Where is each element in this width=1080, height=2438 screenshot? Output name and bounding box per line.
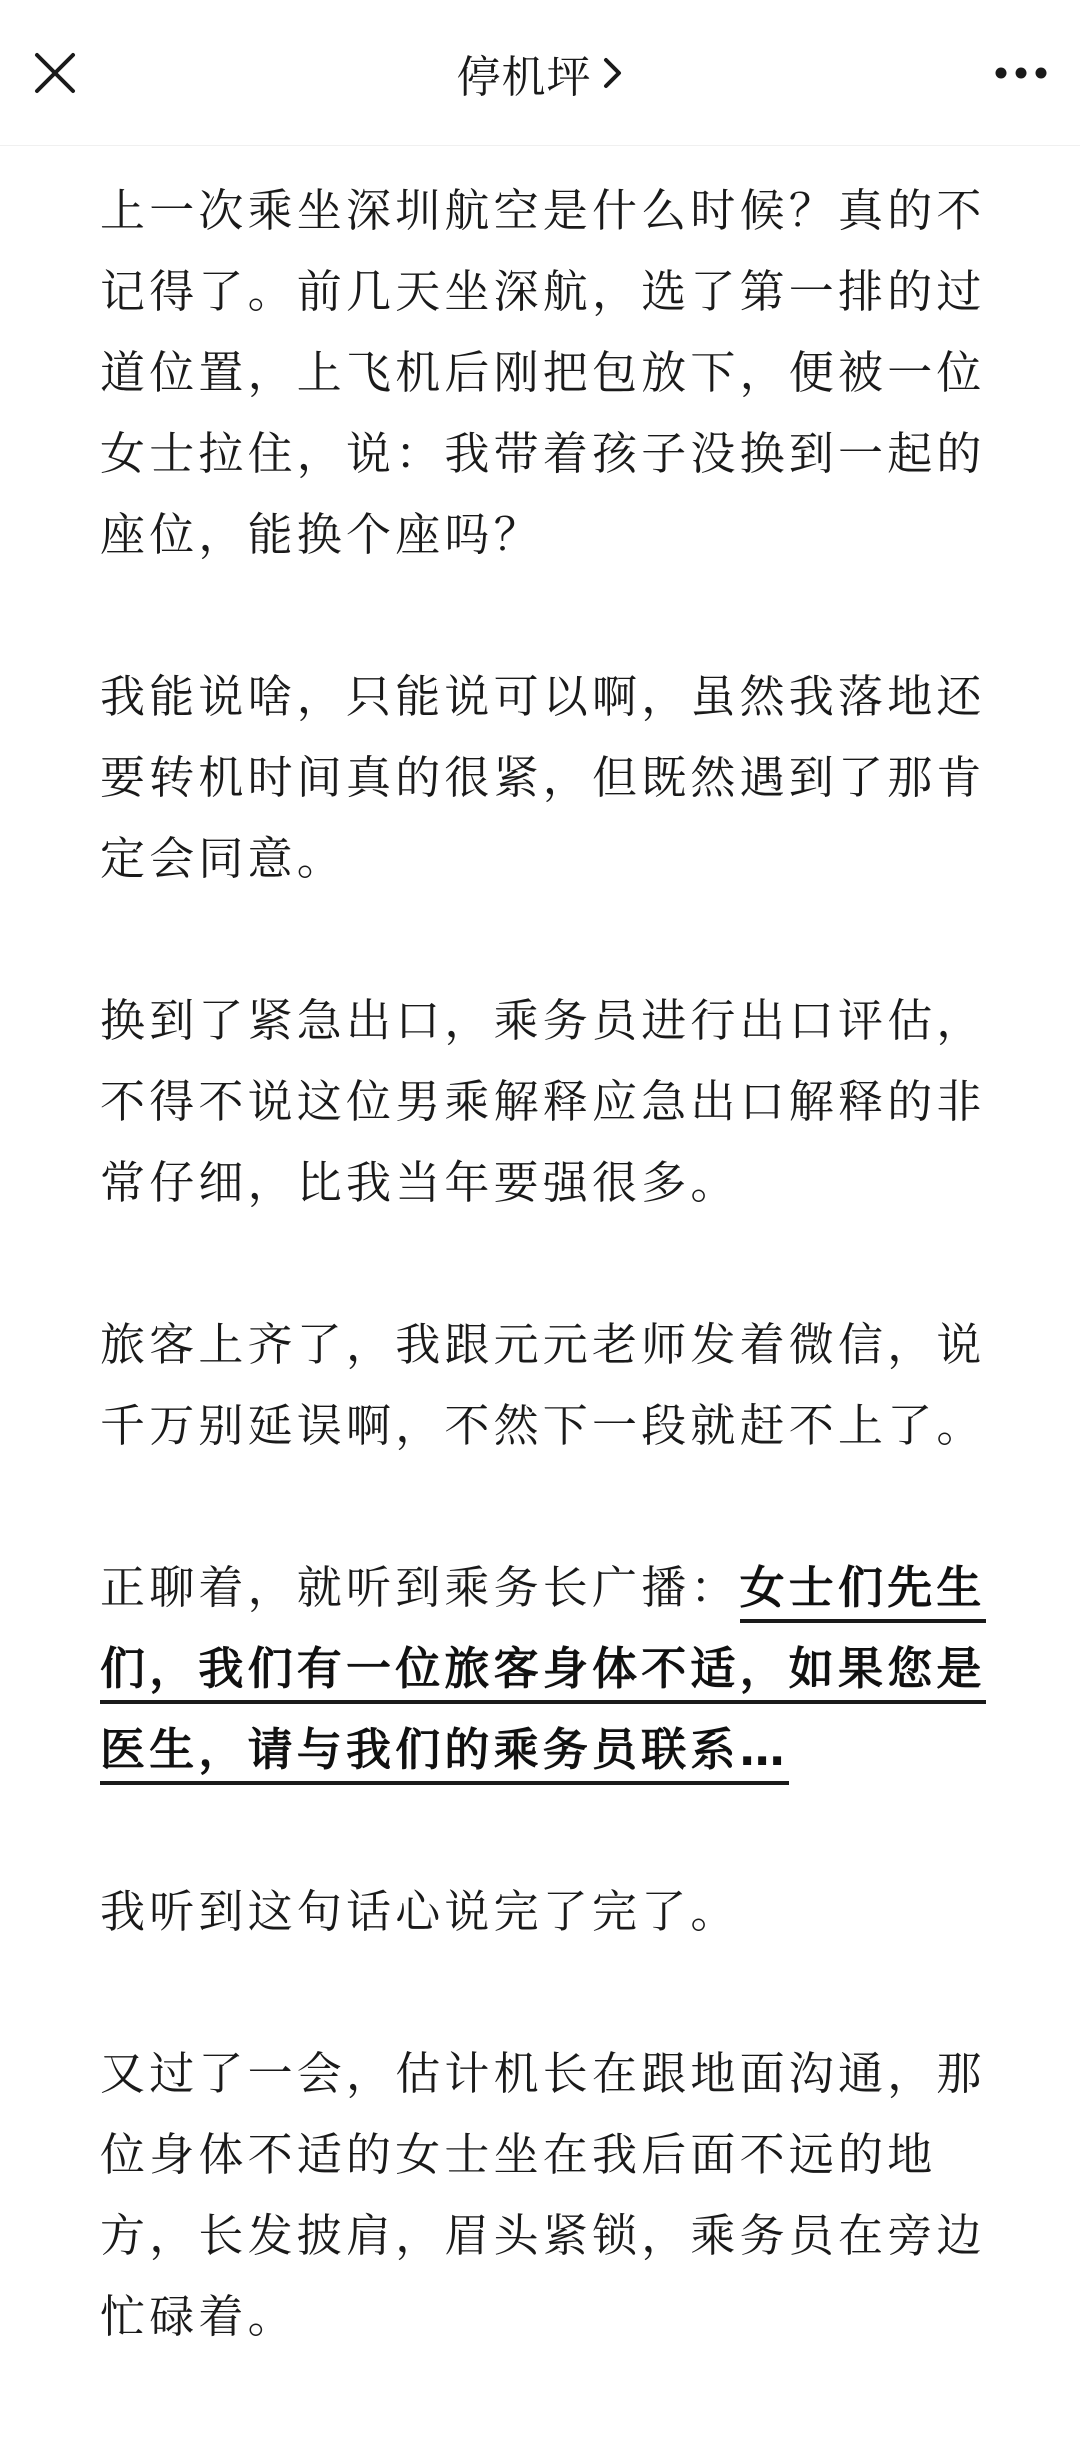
top-nav-bar	[0, 0, 1080, 146]
more-horizontal-icon	[994, 66, 1048, 80]
paragraph: 我能说啥，只能说可以啊，虽然我落地还要转机时间真的很紧，但既然遇到了那肯定会同意。	[100, 670, 986, 885]
page-title-link[interactable]	[0, 0, 1080, 145]
paragraph: 上一次乘坐深圳航空是什么时候？真的不记得了。前几天坐深航，选了第一排的过道位置，上飞机后刚把包放下，便被一位女士拉住，说：我带着孩子没换到一起的座位，能换个座吗？	[100, 184, 986, 561]
paragraph-text: 正聊着，就听到乘务长广播：	[100, 1561, 740, 1614]
article-body	[100, 170, 990, 2438]
page-title: 停机坪	[456, 51, 592, 103]
paragraph-announcement	[100, 1547, 990, 1790]
chevron-right-icon	[602, 56, 624, 90]
paragraph: 我听到这句话心说完了完了。	[100, 1885, 740, 1938]
more-options-button[interactable]	[988, 40, 1054, 106]
paragraph: 旅客上齐了，我跟元元老师发着微信，说千万别延误啊，不然下一段就赶不上了。	[100, 1318, 986, 1452]
announcement-quote: 女士们先生们，我们有一位旅客身体不适，如果您是医生，请与我们的乘务员联系…	[100, 1561, 986, 1785]
paragraph: 换到了紧急出口，乘务员进行出口评估，不得不说这位男乘解释应急出口解释的非常仔细，比我当年要强很多。	[100, 994, 986, 1209]
paragraph: 又过了一会，估计机长在跟地面沟通，那位身体不适的女士坐在我后面不远的地方，长发披肩，眉头紧锁，乘务员在旁边忙碌着。	[100, 2047, 986, 2343]
